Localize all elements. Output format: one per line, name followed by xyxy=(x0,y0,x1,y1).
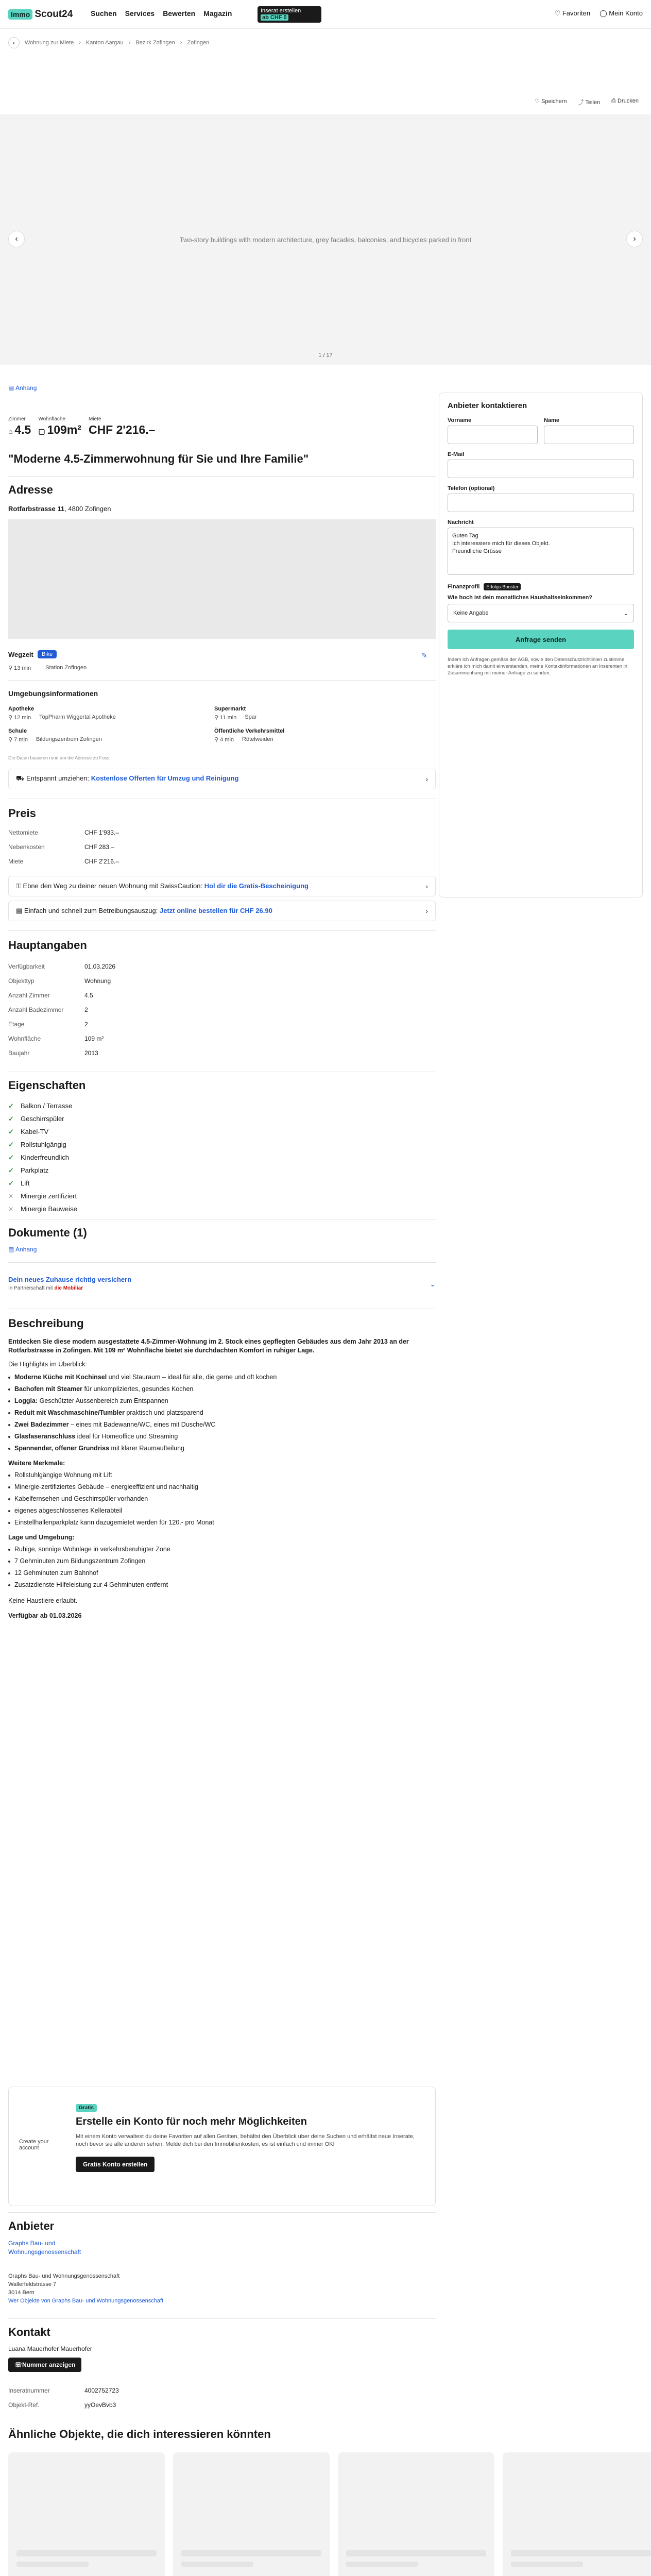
breadcrumb-item[interactable]: Zofingen xyxy=(187,40,210,46)
table-row: Anzahl Zimmer 4.5 xyxy=(8,992,93,999)
area-icon: ▢ xyxy=(38,427,47,435)
commute-row: ⚲ 13 min Station Zofingen xyxy=(8,665,87,671)
cross-icon: ✕ xyxy=(8,1205,14,1213)
table-row: Nettomiete CHF 1'933.– xyxy=(8,829,119,836)
account-cta: Create your account Gratis Erstelle ein Konto für noch mehr Möglichkeiten Mit einem Konto verwaltest du deine Favoriten auf allen Geräten, behältst den Überblick über deine Suchen und erhältst neue Inserate, noch bevor sie alle anderen sehen. Melde dich bei den Immobilienkosten, es ist einfach und immer OK! Gratis Konto erstellen xyxy=(8,2087,436,2206)
chevron-right-icon: › xyxy=(180,40,182,46)
save-button[interactable]: ♡ Speichern xyxy=(535,98,567,105)
list-item: Minergie-zertifiziertes Gebäude – energieeffizient und nachhaltig xyxy=(8,1483,431,1492)
feature-item: ✓ Parkplatz xyxy=(8,1166,49,1174)
main-info-heading: Hauptangaben xyxy=(8,939,87,952)
truck-icon: ⛟ xyxy=(16,774,26,782)
table-row: Etage 2 xyxy=(8,1021,88,1028)
print-button[interactable]: ⎙ Drucken xyxy=(611,98,639,104)
table-row: Miete CHF 2'216.– xyxy=(8,858,119,865)
description-body xyxy=(8,1337,431,1620)
cross-icon: ✕ xyxy=(8,1192,14,1200)
table-row: Baujahr 2013 xyxy=(8,1049,98,1057)
swisscaution-banner[interactable]: ⚿ Ebne den Weg zu deiner neuen Wohnung mit SwissCaution: Hol dir die Gratis-Bescheinigung › xyxy=(8,876,436,896)
account-link[interactable]: ◯ Mein Konto xyxy=(599,9,643,17)
features-heading: Eigenschaften xyxy=(8,1079,86,1092)
share-button[interactable]: ⤴ Teilen xyxy=(578,99,601,106)
share-actions xyxy=(535,98,639,106)
environment-note: Die Daten basieren rund um die Adresse zu Fuss. xyxy=(8,755,111,760)
commute-mode-toggle[interactable]: Bike xyxy=(38,650,57,658)
listing-ids xyxy=(8,2383,119,2412)
divider xyxy=(8,930,436,931)
breadcrumb xyxy=(8,37,209,48)
environment-grid xyxy=(8,706,420,743)
email-input[interactable] xyxy=(448,460,634,478)
features-list xyxy=(8,1099,77,1215)
finance-badge: Erfolgs-Booster xyxy=(484,583,521,590)
chevron-right-icon: › xyxy=(79,40,81,46)
heart-icon: ♡ xyxy=(554,9,562,17)
rooms-icon: ⌂ xyxy=(8,427,15,435)
documents-heading: Dokumente (1) xyxy=(8,1226,87,1239)
check-icon: ✓ xyxy=(8,1153,14,1161)
table-row: Anzahl Badezimmer 2 xyxy=(8,1006,88,1013)
key-facts xyxy=(8,416,155,437)
feature-item: ✓ Geschirrspüler xyxy=(8,1114,64,1123)
similar-listings xyxy=(8,2452,651,2576)
feature-item: ✓ Balkon / Terrasse xyxy=(8,1101,73,1110)
list-item: 7 Gehminuten zum Bildungszentrum Zofingen xyxy=(8,1557,431,1566)
share-icon: ⤴ xyxy=(578,99,586,106)
feature-item: ✓ Rollstuhlgängig xyxy=(8,1140,66,1148)
key-fact-rooms: Zimmer ⌂ 4.5 xyxy=(8,416,31,436)
walk-icon: ⚲ xyxy=(214,715,220,721)
favorites-link[interactable]: ♡ Favoriten xyxy=(554,9,591,17)
walk-icon: ⚲ xyxy=(8,715,14,721)
provider-link[interactable]: Graphs Bau- und Wohnungsgenossenschaft xyxy=(8,2240,81,2256)
logo[interactable]: Immo Scout24 xyxy=(8,7,73,22)
divider xyxy=(8,476,436,477)
income-select[interactable]: Keine Angabe ⌄ xyxy=(448,604,634,622)
main-info-table xyxy=(8,959,115,1060)
breadcrumb-item[interactable]: Kanton Aargau xyxy=(85,40,124,46)
chevron-down-icon: ⌄ xyxy=(430,1280,436,1288)
list-item: Zusatzdienste Hilfeleistung zur 4 Gehminuten entfernt xyxy=(8,1581,431,1589)
table-row: Inseratnummer 4002752723 xyxy=(8,2387,119,2394)
table-row: Nebenkosten CHF 283.– xyxy=(8,843,115,851)
commute-info: Wegzeit Bike xyxy=(8,650,57,658)
check-icon: ✓ xyxy=(8,1127,14,1136)
breadcrumb-item[interactable]: Bezirk Zofingen xyxy=(135,40,175,46)
send-request-button[interactable]: Anfrage senden xyxy=(448,630,634,649)
main-nav xyxy=(91,9,232,18)
env-item: Schule ⚲ 7 min Bildungszentrum Zofingen xyxy=(8,728,102,743)
check-icon: ✓ xyxy=(8,1179,14,1187)
chevron-right-icon: › xyxy=(425,775,428,783)
gallery-next-button[interactable]: › xyxy=(626,231,643,247)
list-item: Zwei Badezimmer – eines mit Badewanne/WC, eines mit Dusche/WC xyxy=(8,1420,431,1429)
listing-card-placeholder[interactable] xyxy=(8,2452,165,2576)
price-heading: Preis xyxy=(8,807,36,820)
contact-form: Anbieter kontaktieren Vorname Name E-Mail Telefon (optional) Nachricht Guten Tag Ich interessiere mich für dieses Objekt. Freundliche Grüsse Finanzprofil Erfolgs-Booster Wie hoch ist dein monatliches Haushaltseinkommen? Keine Angabe ⌄ Anfrage senden Indem ich Anfragen gemäss der AGB, sowie den Datenschutzrichtlinien zustimme, erkläre ich mich damit einverstanden, meine Kontaktinformationen an Inserenten in Zusammenhang mit meiner Anfrage zu senden. xyxy=(439,393,643,897)
contact-heading: Kontakt xyxy=(8,2326,50,2338)
list-item: Moderne Küche mit Kochinsel und viel Stauraum – ideal für alle, die gerne und oft kochen xyxy=(8,1373,431,1382)
attachment-link[interactable]: ▤ Anhang xyxy=(8,384,37,392)
table-row: Wohnfläche 109 m² xyxy=(8,1035,104,1042)
more-listings-link[interactable]: Wer Objekte von Graphs Bau- und Wohnungsgenossenschaft xyxy=(8,2298,164,2304)
create-account-button[interactable]: Gratis Konto erstellen xyxy=(76,2157,155,2172)
provider-heading: Anbieter xyxy=(8,2219,55,2232)
divider xyxy=(8,680,436,681)
environment-heading: Umgebungsinformationen xyxy=(8,689,98,698)
listing-card-placeholder[interactable] xyxy=(338,2452,494,2576)
location-map[interactable] xyxy=(8,519,436,639)
key-icon: ⚿ xyxy=(16,882,23,890)
nav-item-bewerten[interactable]: Bewerten xyxy=(163,9,196,18)
printer-icon: ⎙ xyxy=(611,98,618,104)
list-item: Ruhige, sonnige Wohnlage in verkehrsberuhigter Zone xyxy=(8,1545,431,1554)
contact-person: Luana Mauerhofer Mauerhofer xyxy=(8,2345,92,2352)
last-name-input[interactable] xyxy=(544,426,634,444)
table-row: Objekttyp Wohnung xyxy=(8,977,111,985)
document-icon: ▤ xyxy=(8,1246,16,1253)
edit-icon[interactable]: ✎ xyxy=(421,651,427,659)
nav-item-suchen[interactable]: Suchen xyxy=(91,9,117,18)
nav-item-services[interactable]: Services xyxy=(125,9,155,18)
divider xyxy=(8,2318,436,2319)
free-badge: Gratis xyxy=(76,2104,97,2112)
list-item: Spannender, offener Grundriss mit klarer Raumaufteilung xyxy=(8,1444,431,1453)
list-item: 12 Gehminuten zum Bahnhof xyxy=(8,1569,431,1578)
gallery-prev-button[interactable]: ‹ xyxy=(8,231,25,247)
description-heading: Beschreibung xyxy=(8,1317,84,1330)
cta-title: Erstelle ein Konto für noch mehr Möglichkeiten xyxy=(76,2116,307,2127)
check-icon: ✓ xyxy=(8,1140,14,1148)
listing-card-placeholder[interactable] xyxy=(173,2452,330,2576)
provider-address: Graphs Bau- und Wohnungsgenossenschaft Wallerfeldstrasse 7 3014 Bern Wer Objekte von Graphs Bau- und Wohnungsgenossenschaft xyxy=(8,2273,164,2304)
feature-item: ✓ Lift xyxy=(8,1179,30,1187)
check-icon: ✓ xyxy=(8,1114,14,1123)
description-subheading: Die Highlights im Überblick: xyxy=(8,1361,87,1368)
user-icon: ◯ xyxy=(599,9,609,17)
address-heading: Adresse xyxy=(8,483,53,496)
env-item: Apotheke ⚲ 12 min TopPharm Wiggertal Apotheke xyxy=(8,706,116,721)
description-subheading: Lage und Umgebung: xyxy=(8,1534,75,1541)
phone-input[interactable] xyxy=(448,494,634,512)
chevron-right-icon: › xyxy=(425,882,428,890)
table-row: Verfügbarkeit 01.03.2026 xyxy=(8,963,116,970)
list-item: Bachofen mit Steamer für unkompliziertes, gesundes Kochen xyxy=(8,1385,431,1394)
feature-item: ✕ Minergie zertifiziert xyxy=(8,1192,77,1200)
address-line: Rotfarbstrasse 11, 4800 Zofingen xyxy=(8,505,111,513)
legal-text: Indem ich Anfragen gemäss der AGB, sowie den Datenschutzrichtlinien zustimme, erkläre ich mich damit einverstanden, meine Kontaktinformationen an Inserenten in Zusammenhang mit meiner Anfrage zu senden. xyxy=(448,657,628,676)
key-fact-rent: Miete CHF 2'216.– xyxy=(88,416,156,436)
first-name-input[interactable] xyxy=(448,426,538,444)
env-item: Supermarkt ⚲ 11 min Spar xyxy=(214,706,257,721)
heart-icon: ♡ xyxy=(535,98,542,105)
contact-form-heading: Anbieter kontaktieren xyxy=(448,401,527,410)
chevron-down-icon: ⌄ xyxy=(623,610,628,617)
listing-title: "Moderne 4.5-Zimmerwohnung für Sie und Ihre Familie" xyxy=(8,452,309,465)
document-icon: ▤ xyxy=(8,384,16,392)
mobiliar-logo: die Mobiliar xyxy=(54,1285,83,1291)
walk-icon: ⚲ xyxy=(8,737,14,743)
description-subheading: Weitere Merkmale: xyxy=(8,1460,65,1467)
divider xyxy=(8,2212,436,2213)
create-listing-button[interactable]: Inserat erstellen ab CHF 0 xyxy=(258,6,321,23)
chevron-right-icon: › xyxy=(128,40,131,46)
check-icon: ✓ xyxy=(8,1101,14,1110)
check-icon: ✓ xyxy=(8,1166,14,1174)
listing-card-placeholder[interactable] xyxy=(503,2452,651,2576)
list-item: Einstellhallenparkplatz kann dazugemietet werden für 120.- pro Monat xyxy=(8,1518,431,1527)
nav-item-magazin[interactable]: Magazin xyxy=(203,9,232,18)
chevron-right-icon: › xyxy=(425,907,428,915)
table-row: Objekt-Ref. yyOevBvb3 xyxy=(8,2401,116,2409)
document-link[interactable]: ▤ Anhang xyxy=(8,1246,37,1253)
walk-icon: ⚲ xyxy=(214,737,220,743)
list-item: Glasfaseranschluss ideal für Homeoffice und Streaming xyxy=(8,1432,431,1441)
back-button[interactable]: ‹ xyxy=(8,37,20,48)
moving-banner[interactable]: ⛟ Entspannt umziehen: Kostenlose Offerten für Umzug und Reinigung › xyxy=(8,769,436,789)
description-pets: Keine Haustiere erlaubt. xyxy=(8,1597,78,1604)
list-item: Rollstuhlgängige Wohnung mit Lift xyxy=(8,1471,431,1480)
gallery-image-caption: Two-story buildings with modern architecture, grey facades, balconies, and bicycles parked in front xyxy=(179,236,472,244)
key-fact-area: Wohnfläche ▢ 109m² xyxy=(38,416,81,436)
env-item: Öffentliche Verkehrsmittel ⚲ 4 min Rötelweiden xyxy=(214,728,285,743)
list-item: Kabelfernsehen und Geschirrspüler vorhanden xyxy=(8,1495,431,1503)
breadcrumb-item[interactable]: Wohnung zur Miete xyxy=(25,40,74,46)
feature-item: ✓ Kabel-TV xyxy=(8,1127,49,1136)
feature-item: ✕ Minergie Bauweise xyxy=(8,1205,77,1213)
divider xyxy=(8,1262,436,1263)
similar-heading: Ähnliche Objekte, die dich interessieren könnten xyxy=(8,2428,271,2441)
feature-item: ✓ Kinderfreundlich xyxy=(8,1153,69,1161)
list-item: Reduit mit Waschmaschine/Tumbler praktisch und platzsparend xyxy=(8,1409,431,1417)
document-icon: ▤ xyxy=(16,907,24,914)
phone-icon: ☏ xyxy=(14,2361,23,2368)
insurance-accordion[interactable]: Dein neues Zuhause richtig versichern In Partnerschaft mit die Mobiliar ⌄ xyxy=(8,1276,436,1291)
cta-text: Mit einem Konto verwaltest du deine Favoriten auf allen Geräten, behältst den Überblick über deine Suchen und erhältst neue Inserate, noch bevor sie alle anderen sehen. Melde dich bei den Immobilienkosten, es ist einfach und immer OK! xyxy=(76,2133,415,2147)
image-gallery[interactable] xyxy=(0,114,651,365)
message-textarea[interactable]: Guten Tag Ich interessiere mich für dieses Objekt. Freundliche Grüsse xyxy=(448,528,634,575)
description-intro: Entdecken Sie diese modern ausgestattete 4.5-Zimmer-Wohnung im 2. Stock eines gepflegten Gebäudes aus dem Jahr 2013 an der Rotfarbstrasse in Zofingen. Mit 109 m² Wohnfläche bietet sie durchdachten Komfort in ruhiger Lage. xyxy=(8,1338,409,1354)
bike-icon: ⚲ xyxy=(8,665,14,671)
list-item: Loggia: Geschützter Aussenbereich zum Entspannen xyxy=(8,1397,431,1405)
description-availability: Verfügbar ab 01.03.2026 xyxy=(8,1612,82,1619)
show-number-button[interactable]: ☏ Nummer anzeigen xyxy=(8,2358,81,2372)
debt-record-banner[interactable]: ▤ Einfach und schnell zum Betreibungsauszug: Jetzt online bestellen für CHF 26.90 › xyxy=(8,901,436,921)
top-header xyxy=(0,0,651,29)
price-table xyxy=(8,825,119,869)
gallery-counter: 1 / 17 xyxy=(318,352,333,359)
list-item: eigenes abgeschlossenes Kellerabteil xyxy=(8,1506,431,1515)
